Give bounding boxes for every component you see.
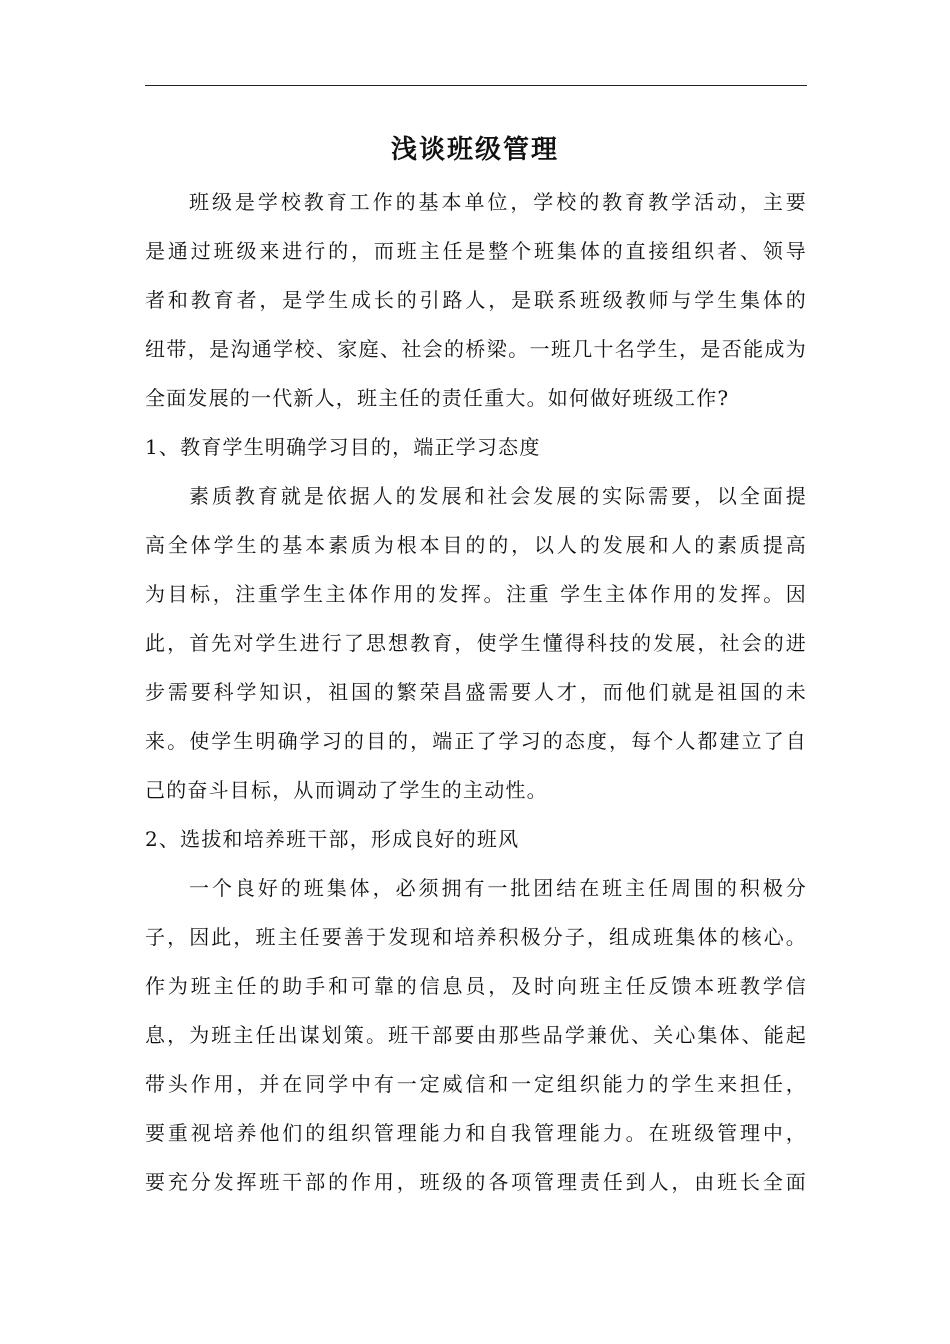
- paragraph-line: 为目标，注重学生主体作用的发挥。注重 学生主体作用的发挥。因: [145, 582, 807, 606]
- paragraph-line: 己的奋斗目标，从而调动了学生的主动性。: [145, 778, 548, 802]
- paragraph-line: 带头作用，并在同学中有一定威信和一定组织能力的学生来担任，: [145, 1072, 807, 1096]
- paragraph-line: 作为班主任的助手和可靠的信息员，及时向班主任反馈本班教学信: [145, 974, 807, 998]
- paragraph-line: 纽带，是沟通学校、家庭、社会的桥梁。一班几十名学生，是否能成为: [145, 337, 807, 361]
- paragraph-line: 步需要科学知识，祖国的繁荣昌盛需要人才，而他们就是祖国的未: [145, 680, 807, 704]
- paragraph-line: 素质教育就是依据人的发展和社会发展的实际需要，以全面提: [189, 484, 807, 508]
- paragraph-line: 全面发展的一代新人，班主任的责任重大。如何做好班级工作?: [145, 386, 730, 410]
- paragraph-line: 要充分发挥班干部的作用，班级的各项管理责任到人，由班长全面: [145, 1170, 807, 1194]
- paragraph-line: 此，首先对学生进行了思想教育，使学生懂得科技的发展，社会的进: [145, 631, 807, 655]
- paragraph-line: 是通过班级来进行的，而班主任是整个班集体的直接组织者、领导: [145, 239, 807, 263]
- paragraph-line: 一个良好的班集体，必须拥有一批团结在班主任周围的积极分: [189, 876, 807, 900]
- paragraph-line: 息，为班主任出谋划策。班干部要由那些品学兼优、关心集体、能起: [145, 1023, 807, 1047]
- document-body: [145, 178, 807, 1207]
- section-heading: 2、选拔和培养班干部，形成良好的班风: [145, 827, 520, 851]
- header-rule: [145, 85, 807, 86]
- paragraph-line: 子，因此，班主任要善于发现和培养积极分子，组成班集体的核心。: [145, 925, 807, 949]
- paragraph-line: 要重视培养他们的组织管理能力和自我管理能力。在班级管理中，: [145, 1121, 807, 1145]
- paragraph-line: 班级是学校教育工作的基本单位，学校的教育教学活动，主要: [189, 190, 807, 214]
- paragraph-line: 来。使学生明确学习的目的，端正了学习的态度，每个人都建立了自: [145, 729, 807, 753]
- paragraph-line: 高全体学生的基本素质为根本目的的，以人的发展和人的素质提高: [145, 533, 807, 557]
- document-title: 浅谈班级管理: [390, 135, 559, 165]
- section-heading: 1、教育学生明确学习目的，端正学习态度: [145, 435, 541, 459]
- paragraph-line: 者和教育者，是学生成长的引路人，是联系班级教师与学生集体的: [145, 288, 807, 312]
